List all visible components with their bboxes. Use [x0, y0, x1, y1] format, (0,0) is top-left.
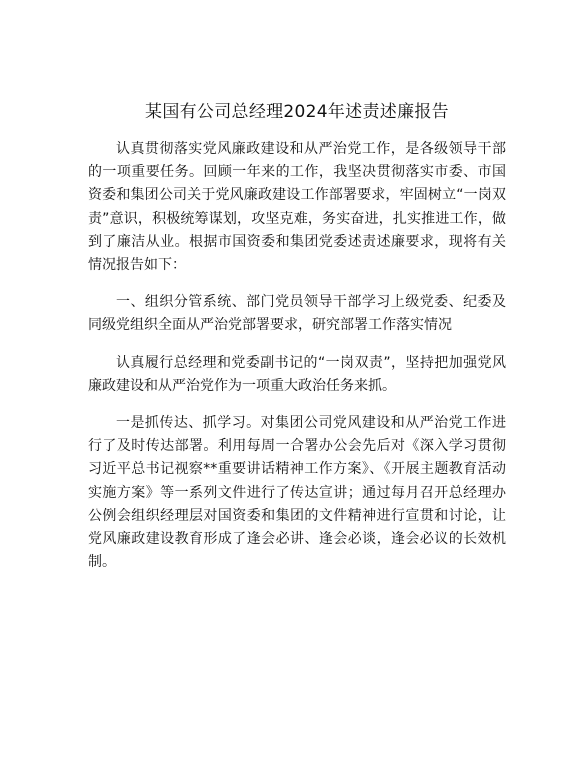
paragraph-study: 一是抓传达、抓学习。对集团公司党风建设和从严治党工作进行了及时传达部署。利用每周一合署办公会先后对《深入学习贯彻习近平总书记视察**重要讲话精神工作方案》、《开展主题教育活动实施方案》等一系列文件进行了传达宣讲；通过每月召开总经理办公例会组织经理层对国资委和集团的文件精神进行宣贯和讨论，让党风廉政建设教育形成了逢会必讲、逢会必谈，逢会必议的长效机制。 — [88, 415, 506, 571]
paragraph-section-heading: 一、组织分管系统、部门党员领导干部学习上级党委、纪委及同级党组织全面从严治党部署要求，研究部署工作落实情况 — [88, 294, 506, 334]
paragraph-duty: 认真履行总经理和党委副书记的“一岗双责”，坚持把加强党风廉政建设和从严治党作为一项重大政治任务来抓。 — [88, 354, 506, 394]
paragraph-intro: 认真贯彻落实党风廉政建设和从严治党工作，是各级领导干部的一项重要任务。回顾一年来的工作，我坚决贯彻落实市委、市国资委和集团公司关于党风廉政建设工作部署要求，牢固树立“一岗双责”意识，积极统筹谋划，攻坚克难，务实奋进，扎实推进工作，做到了廉洁从业。根据市国资委和集团党委述责述廉要求，现将有关情况报告如下： — [88, 141, 506, 274]
document-page — [88, 100, 506, 588]
document-title: 某国有公司总经理2024年述责述廉报告 — [145, 102, 449, 122]
